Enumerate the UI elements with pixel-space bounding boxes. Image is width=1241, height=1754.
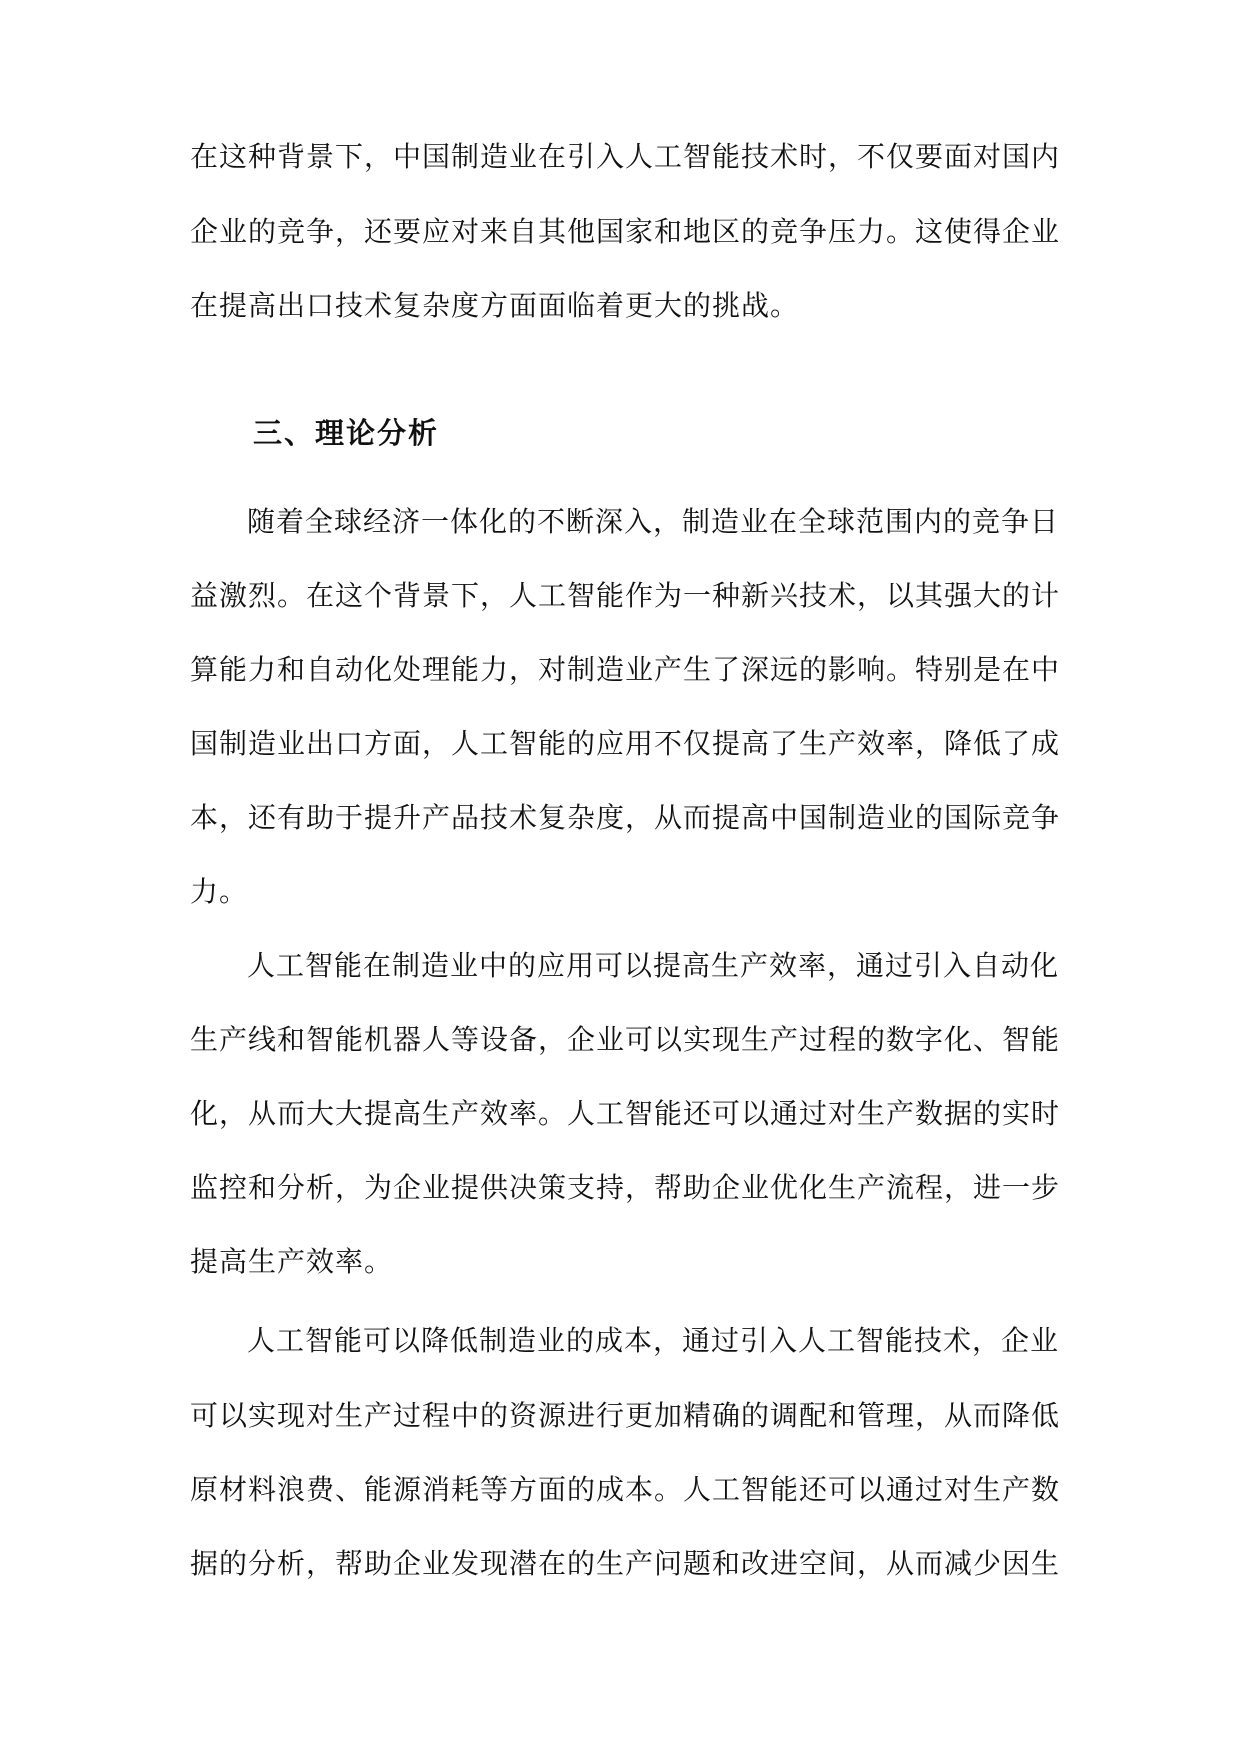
paragraph-line: 益激烈。在这个背景下，人工智能作为一种新兴技术，以其强大的计: [190, 579, 1061, 612]
paragraph-line: 算能力和自动化处理能力，对制造业产生了深远的影响。特别是在中: [190, 653, 1061, 686]
paragraph-line: 据的分析，帮助企业发现潜在的生产问题和改进空间，从而减少因生: [190, 1547, 1061, 1580]
paragraph-line: 化，从而大大提高生产效率。人工智能还可以通过对生产数据的实时: [190, 1097, 1061, 1130]
paragraph-line: 监控和分析，为企业提供决策支持，帮助企业优化生产流程，进一步: [190, 1171, 1061, 1204]
paragraph-line: 在这种背景下，中国制造业在引入人工智能技术时，不仅要面对国内: [190, 140, 1061, 173]
paragraph-line: 本，还有助于提升产品技术复杂度，从而提高中国制造业的国际竞争: [190, 801, 1061, 834]
paragraph-line: 企业的竞争，还要应对来自其他国家和地区的竞争压力。这使得企业: [190, 215, 1061, 248]
paragraph-line: 人工智能在制造业中的应用可以提高生产效率，通过引入自动化: [247, 949, 1060, 982]
paragraph-line: 随着全球经济一体化的不断深入，制造业在全球范围内的竞争日: [247, 505, 1060, 538]
paragraph-line: 生产线和智能机器人等设备，企业可以实现生产过程的数字化、智能: [190, 1023, 1061, 1056]
paragraph-line: 可以实现对生产过程中的资源进行更加精确的调配和管理，从而降低: [190, 1399, 1061, 1432]
paragraph-line: 原材料浪费、能源消耗等方面的成本。人工智能还可以通过对生产数: [190, 1473, 1061, 1506]
section-heading: 三、理论分析: [253, 416, 440, 450]
paragraph-line: 提高生产效率。: [190, 1245, 394, 1278]
paragraph-line: 国制造业出口方面，人工智能的应用不仅提高了生产效率，降低了成: [190, 727, 1061, 760]
paragraph-line: 人工智能可以降低制造业的成本，通过引入人工智能技术，企业: [247, 1324, 1060, 1357]
paragraph-line: 力。: [190, 875, 249, 908]
paragraph-line: 在提高出口技术复杂度方面面临着更大的挑战。: [190, 289, 800, 322]
